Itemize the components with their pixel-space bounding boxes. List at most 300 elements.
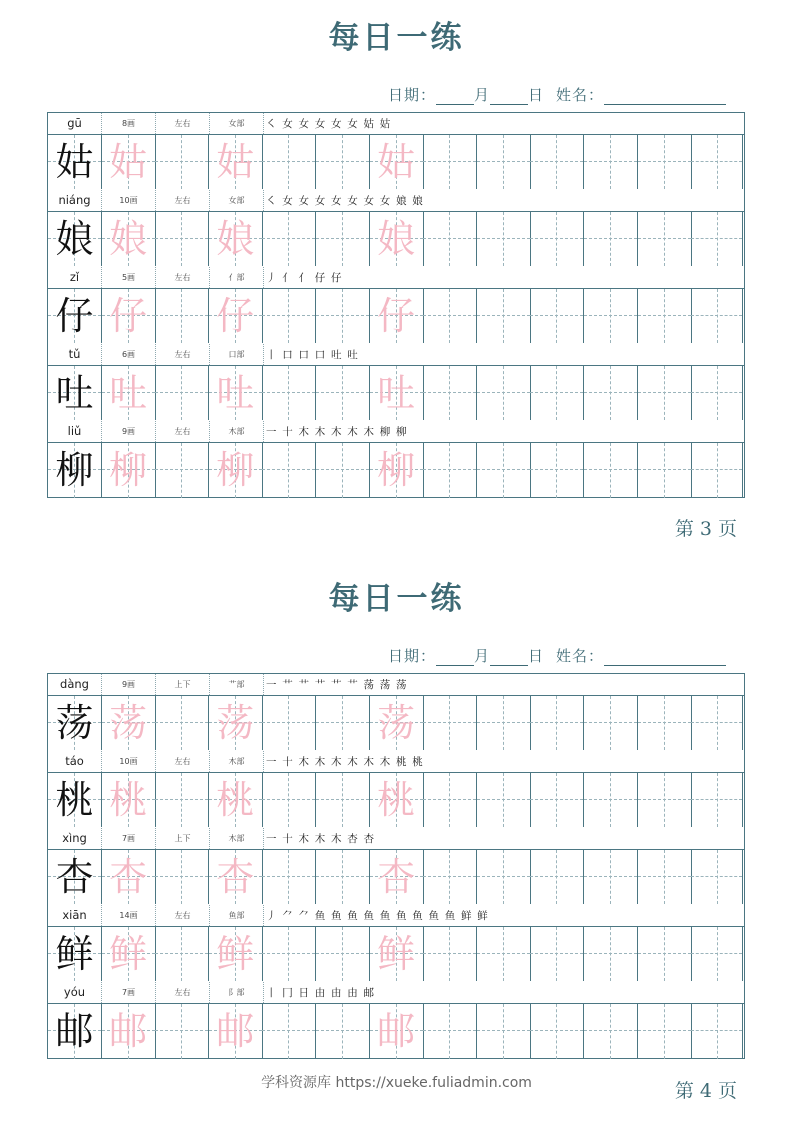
writing-box[interactable] [423,443,477,498]
writing-cells [48,696,744,750]
writing-box[interactable] [638,289,692,343]
writing-box[interactable] [316,850,370,904]
stroke-step: 鱼 [363,910,376,922]
writing-box[interactable] [370,696,424,750]
stroke-step: 木 [298,426,311,438]
trace-character: 姑 [216,140,255,184]
writing-box[interactable] [209,927,263,981]
writing-box[interactable] [262,443,316,498]
stroke-step: 亻 [282,272,294,284]
writing-box[interactable] [691,927,743,981]
writing-box[interactable] [370,927,424,981]
stroke-step: 一 [266,426,278,438]
stroke-step: 木 [347,756,359,768]
character-info-bar [48,674,744,696]
trace-character: 姑 [109,140,148,184]
page-number-value: 4 [699,1080,718,1102]
pinyin: tǔ [48,344,102,365]
stroke-order [266,268,343,288]
writing-box[interactable] [262,850,316,904]
writing-box[interactable] [155,366,209,420]
writing-box[interactable] [209,443,263,498]
page-title: 每日一练 [328,20,465,56]
stroke-step: 丨 [266,987,278,999]
stroke-count: 9画 [102,674,156,695]
stroke-step: 木 [379,756,392,768]
writing-box[interactable] [638,927,692,981]
writing-cells [48,927,744,981]
character-row [48,905,744,982]
writing-box[interactable] [477,696,531,750]
writing-box[interactable] [477,773,531,827]
writing-box[interactable] [209,212,263,266]
radical: 艹部 [210,674,264,695]
trace-character: 杏 [216,855,255,899]
writing-box[interactable] [48,443,102,498]
trace-character: 鲜 [377,932,416,976]
stroke-step: 口 [282,349,294,361]
writing-box[interactable] [530,366,584,420]
trace-character: 邮 [216,1009,255,1053]
writing-box[interactable] [209,773,263,827]
stroke-order [266,752,424,772]
name-blank [604,649,726,666]
radical: 木部 [210,421,264,442]
writing-box[interactable] [477,135,531,189]
writing-box[interactable] [209,366,263,420]
stroke-step: 娘 [396,195,408,207]
stroke-order [266,983,375,1003]
writing-cells [48,212,744,266]
writing-box[interactable] [102,443,156,498]
character-info-bar [48,905,744,927]
writing-box[interactable] [316,366,370,420]
character-row [48,344,744,421]
stroke-step: 荡 [363,679,376,691]
stroke-step: ⺈ [298,910,311,922]
writing-box[interactable] [209,289,263,343]
stroke-step: 桃 [396,756,408,768]
writing-box[interactable] [48,289,102,343]
writing-box[interactable] [48,135,102,189]
trace-character: 邮 [377,1009,416,1053]
writing-box[interactable] [584,212,638,266]
writing-box[interactable] [584,289,638,343]
writing-box[interactable] [584,135,638,189]
writing-box[interactable] [584,1004,638,1059]
stroke-step: 由 [347,987,359,999]
writing-box[interactable] [530,212,584,266]
writing-cells [48,850,744,904]
character-row [48,751,744,828]
model-character: 鲜 [55,932,94,976]
radical: 阝部 [210,982,264,1003]
writing-box[interactable] [477,289,531,343]
writing-box[interactable] [155,212,209,266]
stroke-step: 口 [298,349,311,361]
stroke-step: 鱼 [331,910,343,922]
stroke-order [266,114,391,134]
stroke-step: 桃 [412,756,424,768]
stroke-count: 7画 [102,828,156,849]
writing-box[interactable] [638,366,692,420]
writing-box[interactable] [638,850,692,904]
stroke-step: 吐 [331,349,343,361]
writing-box[interactable] [477,850,531,904]
stroke-count: 7画 [102,982,156,1003]
stroke-count: 10画 [102,751,156,772]
writing-box[interactable] [155,135,209,189]
writing-box[interactable] [691,696,743,750]
character-row [48,190,744,267]
trace-character: 桃 [377,778,416,822]
stroke-step: 杏 [347,833,359,845]
footer-source: 学科资源库 https://xueke.fuliadmin.com [261,1075,532,1091]
writing-box[interactable] [155,773,209,827]
writing-box[interactable] [477,443,531,498]
pinyin: táo [48,751,102,772]
stroke-order [266,675,408,695]
writing-box[interactable] [423,289,477,343]
writing-box[interactable] [316,696,370,750]
pinyin: gū [48,113,102,134]
writing-box[interactable] [638,696,692,750]
writing-box[interactable] [584,443,638,498]
stroke-step: 女 [282,195,294,207]
model-character: 吐 [55,371,94,415]
writing-box[interactable] [530,927,584,981]
character-info-bar [48,421,744,443]
writing-box[interactable] [691,135,743,189]
trace-character: 桃 [216,778,255,822]
stroke-step: 鱼 [428,910,441,922]
stroke-step: 女 [314,118,327,130]
writing-box[interactable] [423,773,477,827]
radical: 亻部 [210,267,264,288]
writing-box[interactable] [48,927,102,981]
page-number [675,514,743,541]
structure: 左右 [156,421,210,442]
writing-box[interactable] [102,289,156,343]
writing-box[interactable] [370,289,424,343]
stroke-step: 十 [282,833,294,845]
date-label: 日期： [388,647,437,665]
writing-box[interactable] [423,366,477,420]
stroke-step: 艹 [314,679,327,691]
practice-grid [47,112,745,498]
structure: 左右 [156,267,210,288]
day-blank [490,88,528,105]
writing-cells [48,773,744,827]
writing-box[interactable] [209,850,263,904]
trace-character: 仔 [377,294,416,338]
stroke-count: 6画 [102,344,156,365]
writing-box[interactable] [102,212,156,266]
writing-box[interactable] [155,1004,209,1059]
stroke-step: 鲜 [461,910,473,922]
writing-box[interactable] [530,135,584,189]
month-blank [436,649,474,666]
radical: 鱼部 [210,905,264,926]
model-character: 邮 [55,1009,94,1053]
trace-character: 娘 [109,217,148,261]
writing-box[interactable] [423,696,477,750]
pinyin: liǔ [48,421,102,442]
stroke-step: 丿 [266,910,278,922]
writing-box[interactable] [423,927,477,981]
writing-box[interactable] [102,1004,156,1059]
writing-box[interactable] [691,850,743,904]
writing-box[interactable] [584,927,638,981]
radical: 木部 [210,751,264,772]
stroke-count: 10画 [102,190,156,211]
trace-character: 柳 [216,448,255,492]
model-character: 姑 [55,140,94,184]
writing-box[interactable] [48,773,102,827]
writing-box[interactable] [48,212,102,266]
stroke-step: 木 [331,426,343,438]
writing-box[interactable] [48,696,102,750]
writing-box[interactable] [691,366,743,420]
writing-cells [48,135,744,189]
model-character: 荡 [55,701,94,745]
month-label: 月 [474,86,491,104]
structure: 上下 [156,674,210,695]
writing-box[interactable] [262,773,316,827]
writing-box[interactable] [530,850,584,904]
structure: 左右 [156,751,210,772]
writing-box[interactable] [638,443,692,498]
trace-character: 杏 [109,855,148,899]
stroke-step: 女 [282,118,294,130]
stroke-step: 木 [347,426,359,438]
stroke-step: 口 [314,349,327,361]
trace-character: 桃 [109,778,148,822]
writing-box[interactable] [691,212,743,266]
writing-box[interactable] [584,773,638,827]
trace-character: 荡 [377,701,416,745]
stroke-count: 8画 [102,113,156,134]
model-character: 娘 [55,217,94,261]
writing-box[interactable] [155,443,209,498]
radical: 木部 [210,828,264,849]
writing-box[interactable] [209,1004,263,1059]
writing-box[interactable] [370,366,424,420]
writing-box[interactable] [638,1004,692,1059]
stroke-step: 娘 [412,195,424,207]
pinyin: xiān [48,905,102,926]
trace-character: 荡 [109,701,148,745]
stroke-step: 丨 [266,349,278,361]
stroke-step: 鱼 [379,910,392,922]
writing-box[interactable] [316,1004,370,1059]
writing-box[interactable] [316,212,370,266]
writing-box[interactable] [584,850,638,904]
writing-box[interactable] [262,927,316,981]
name-label: 姓名： [556,647,605,665]
stroke-count: 14画 [102,905,156,926]
structure: 左右 [156,905,210,926]
writing-box[interactable] [477,927,531,981]
writing-box[interactable] [477,366,531,420]
character-info-bar [48,982,744,1004]
writing-box[interactable] [48,1004,102,1059]
pinyin: xìng [48,828,102,849]
stroke-step: 十 [282,426,294,438]
writing-box[interactable] [262,289,316,343]
stroke-step: 姑 [379,118,392,130]
stroke-step: 鲜 [477,910,489,922]
writing-box[interactable] [423,212,477,266]
writing-box[interactable] [370,443,424,498]
stroke-step: 柳 [396,426,408,438]
writing-box[interactable] [316,443,370,498]
character-info-bar [48,828,744,850]
stroke-step: 女 [298,195,311,207]
writing-box[interactable] [262,366,316,420]
writing-box[interactable] [48,850,102,904]
practice-grid [47,673,745,1059]
writing-box[interactable] [530,443,584,498]
writing-box[interactable] [155,289,209,343]
stroke-step: 亻 [298,272,311,284]
stroke-count: 5画 [102,267,156,288]
writing-box[interactable] [155,696,209,750]
writing-box[interactable] [423,1004,477,1059]
worksheet-page [0,0,793,560]
stroke-step: 由 [331,987,343,999]
month-label: 月 [474,647,491,665]
stroke-order [266,422,408,442]
name-label: 姓名： [556,86,605,104]
trace-character: 仔 [109,294,148,338]
trace-character: 鲜 [109,932,148,976]
page-title: 每日一练 [328,581,465,617]
writing-box[interactable] [370,135,424,189]
writing-box[interactable] [316,927,370,981]
trace-character: 吐 [377,371,416,415]
pinyin: yóu [48,982,102,1003]
writing-box[interactable] [262,212,316,266]
stroke-step: 仔 [331,272,343,284]
writing-box[interactable] [209,135,263,189]
writing-box[interactable] [584,696,638,750]
writing-box[interactable] [370,212,424,266]
writing-box[interactable] [423,135,477,189]
stroke-step: 木 [314,833,327,845]
stroke-step: ㇛ [266,118,278,130]
writing-box[interactable] [316,135,370,189]
structure: 左右 [156,344,210,365]
writing-box[interactable] [316,773,370,827]
writing-box[interactable] [370,850,424,904]
writing-box[interactable] [691,289,743,343]
writing-box[interactable] [102,927,156,981]
trace-character: 吐 [216,371,255,415]
writing-box[interactable] [477,212,531,266]
model-character: 桃 [55,778,94,822]
writing-box[interactable] [155,927,209,981]
writing-box[interactable] [48,366,102,420]
writing-box[interactable] [530,1004,584,1059]
writing-box[interactable] [530,773,584,827]
stroke-step: 木 [314,426,327,438]
writing-box[interactable] [638,212,692,266]
writing-cells [48,443,744,498]
stroke-step: ⺈ [282,910,294,922]
character-row [48,828,744,905]
stroke-step: 丿 [266,272,278,284]
writing-box[interactable] [530,696,584,750]
writing-cells [48,366,744,420]
writing-box[interactable] [423,850,477,904]
writing-box[interactable] [370,773,424,827]
stroke-step: 女 [379,195,392,207]
stroke-step: 一 [266,679,278,691]
pinyin: zǐ [48,267,102,288]
stroke-step: 由 [314,987,327,999]
writing-box[interactable] [262,135,316,189]
pinyin: dàng [48,674,102,695]
stroke-step: 木 [363,426,376,438]
writing-box[interactable] [262,1004,316,1059]
writing-box[interactable] [102,366,156,420]
name-blank [604,88,726,105]
writing-box[interactable] [102,135,156,189]
writing-box[interactable] [691,1004,743,1059]
writing-box[interactable] [316,289,370,343]
writing-box[interactable] [691,773,743,827]
structure: 左右 [156,982,210,1003]
stroke-step: 鱼 [314,910,327,922]
writing-box[interactable] [584,366,638,420]
date-name-line [388,645,726,666]
page-suffix: 页 [717,1080,743,1102]
writing-box[interactable] [102,696,156,750]
character-info-bar [48,113,744,135]
writing-box[interactable] [102,850,156,904]
trace-character: 邮 [109,1009,148,1053]
stroke-step: 女 [331,118,343,130]
writing-box[interactable] [638,773,692,827]
writing-box[interactable] [209,696,263,750]
trace-character: 姑 [377,140,416,184]
writing-box[interactable] [370,1004,424,1059]
radical: 口部 [210,344,264,365]
writing-box[interactable] [530,289,584,343]
trace-character: 娘 [377,217,416,261]
writing-box[interactable] [262,696,316,750]
character-info-bar [48,190,744,212]
stroke-step: 女 [298,118,311,130]
stroke-step: 女 [331,195,343,207]
writing-box[interactable] [691,443,743,498]
writing-box[interactable] [477,1004,531,1059]
page-prefix: 第 [674,518,700,540]
stroke-step: 荡 [379,679,392,691]
writing-box[interactable] [102,773,156,827]
stroke-step: 女 [363,195,376,207]
model-character: 杏 [55,855,94,899]
character-info-bar [48,751,744,773]
writing-box[interactable] [155,850,209,904]
stroke-step: 木 [298,756,311,768]
trace-character: 柳 [109,448,148,492]
stroke-step: 鱼 [444,910,457,922]
stroke-step: 艹 [331,679,343,691]
page-prefix: 第 [674,1080,700,1102]
writing-box[interactable] [638,135,692,189]
